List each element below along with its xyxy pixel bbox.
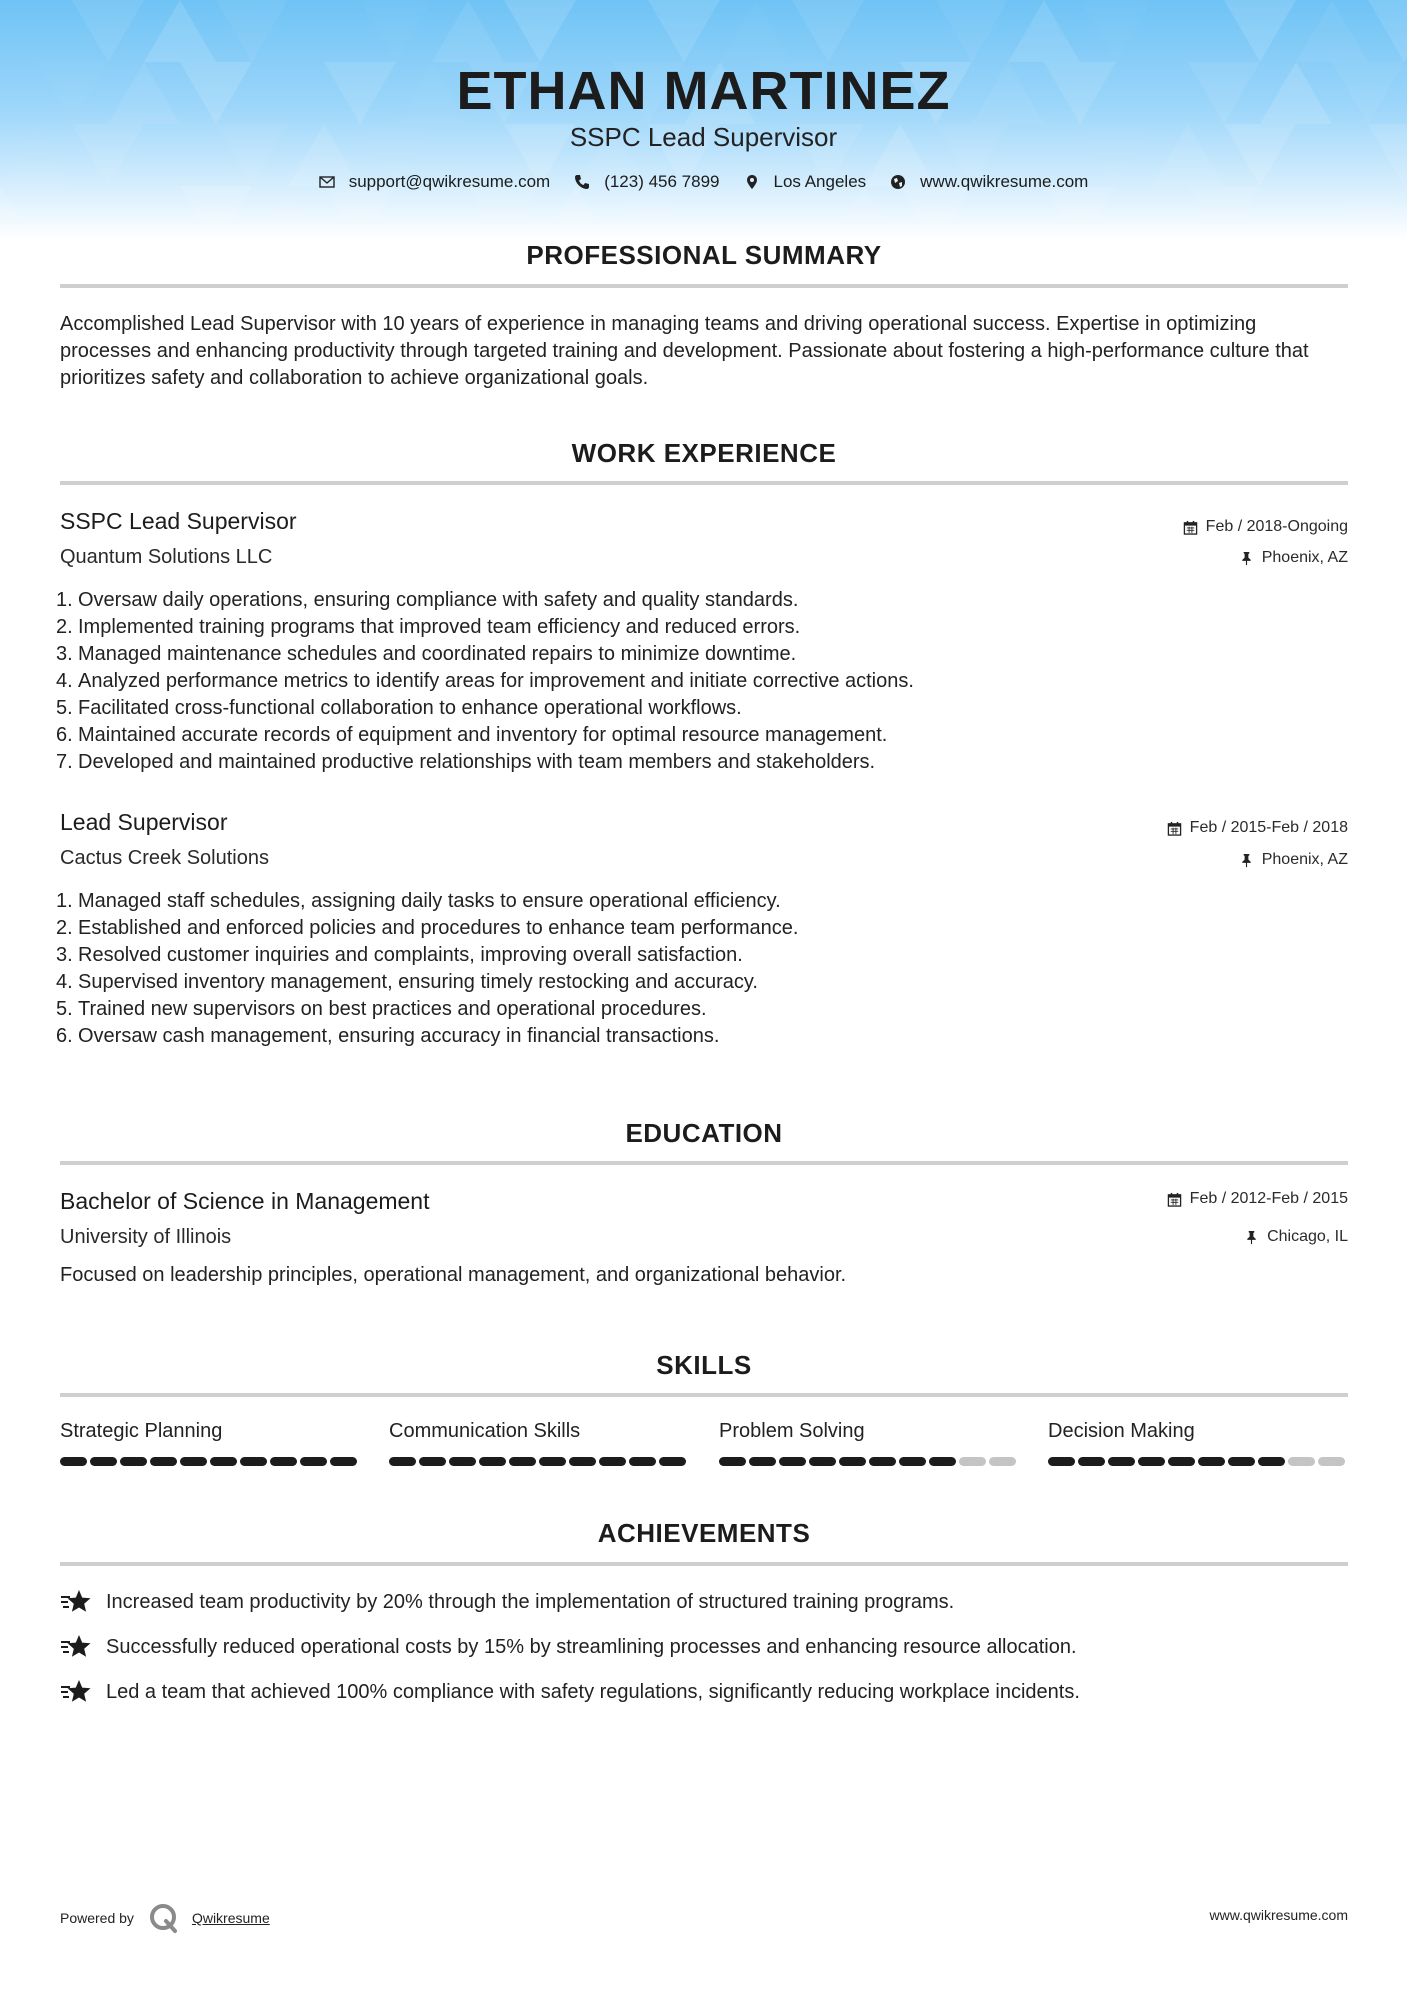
skill-name: Strategic Planning	[60, 1420, 223, 1442]
job-responsibilities	[56, 587, 1346, 776]
header-pattern-shape	[1008, 0, 1080, 62]
candidate-title: SSPC Lead Supervisor	[569, 122, 838, 152]
skill-segment-filled	[1258, 1457, 1285, 1466]
skill-segment-filled	[150, 1457, 177, 1466]
header-pattern-shape	[720, 0, 792, 62]
job-dates	[1167, 819, 1348, 837]
summary-text: Accomplished Lead Supervisor with 10 years of experience in managing teams and driving operational success. Expertise in optimizing processes and enhancing productivity through targeted training and development. Passionate about fostering a high-performance culture that prioritizes safety and collaboration to achieve organizational goals.	[60, 313, 1309, 389]
list-item: 5. Facilitated cross-functional collaboration to enhance operational workflows.	[56, 697, 742, 719]
header-pattern-shape	[612, 186, 684, 240]
header-pattern-shape	[36, 186, 108, 240]
skill-segment-empty	[1318, 1457, 1345, 1466]
list-item: 4. Supervised inventory management, ensuring timely restocking and accuracy.	[56, 971, 758, 993]
contact-website-text: www.qwikresume.com	[920, 172, 1089, 191]
calendar-icon	[1183, 520, 1198, 535]
header-pattern-shape	[324, 186, 396, 240]
list-item: 3. Resolved customer inquiries and complaints, improving overall satisfaction.	[56, 944, 743, 966]
skill-segment-empty	[989, 1457, 1016, 1466]
header-pattern-shape	[828, 186, 900, 240]
skill-name: Communication Skills	[389, 1420, 581, 1442]
skill-segment-filled	[240, 1457, 267, 1466]
education-location	[1244, 1228, 1348, 1246]
education-dates-text: Feb / 2012-Feb / 2015	[1189, 1190, 1348, 1207]
star-icon	[60, 1588, 92, 1616]
section-divider	[60, 1161, 1348, 1165]
skill-segment-filled	[1138, 1457, 1165, 1466]
job-dates-text: Feb / 2018-Ongoing	[1205, 518, 1348, 535]
section-title-experience: WORK EXPERIENCE	[571, 438, 837, 468]
achievement-item	[60, 1678, 1080, 1706]
header-pattern-shape	[756, 186, 828, 240]
skill-segment-filled	[839, 1457, 866, 1466]
header-pattern-shape	[1116, 186, 1188, 240]
header-pattern-shape	[1188, 186, 1260, 240]
section-title-education: EDUCATION	[625, 1118, 783, 1148]
section-divider	[60, 1562, 1348, 1566]
skill-segment-filled	[300, 1457, 327, 1466]
header-pattern-shape	[1044, 186, 1116, 240]
achievement-text: Successfully reduced operational costs by 15% by streamlining processes and enhancing resource allocation.	[106, 1635, 1077, 1658]
skill-level-bar	[1048, 1457, 1348, 1466]
skill-segment-filled	[929, 1457, 956, 1466]
header-pattern-shape	[1332, 186, 1404, 240]
achievement-item	[60, 1588, 954, 1616]
skill-name: Problem Solving	[719, 1420, 865, 1442]
skill-segment-filled	[719, 1457, 746, 1466]
skill-segment-filled	[659, 1457, 686, 1466]
section-divider	[60, 284, 1348, 288]
header-pattern-shape	[360, 0, 432, 62]
section-title-summary: PROFESSIONAL SUMMARY	[526, 240, 882, 270]
section-title-skills: SKILLS	[656, 1350, 752, 1380]
job-title: Lead Supervisor	[60, 809, 228, 835]
skill-segment-filled	[1198, 1457, 1225, 1466]
skill-segment-filled	[629, 1457, 656, 1466]
skill-segment-filled	[749, 1457, 776, 1466]
degree-title: Bachelor of Science in Management	[60, 1188, 430, 1214]
calendar-icon	[1167, 821, 1182, 836]
footer-powered-by	[60, 1902, 270, 1934]
achievement-text: Led a team that achieved 100% compliance with safety regulations, significantly reducing workplace incidents.	[106, 1680, 1080, 1703]
job-location-text: Phoenix, AZ	[1261, 851, 1348, 868]
skill-segment-filled	[449, 1457, 476, 1466]
list-item: 2. Implemented training programs that improved team efficiency and reduced errors.	[56, 616, 801, 638]
skill-level-bar	[719, 1457, 1019, 1466]
skill-segment-filled	[90, 1457, 117, 1466]
header-pattern-shape	[648, 0, 720, 62]
school-name: University of Illinois	[60, 1226, 232, 1248]
company-name: Cactus Creek Solutions	[60, 847, 269, 869]
skill-segment-filled	[330, 1457, 357, 1466]
contact-email[interactable]	[319, 172, 551, 192]
star-icon	[60, 1633, 92, 1661]
candidate-name: ETHAN MARTINEZ	[456, 61, 951, 121]
powered-by-label: Powered by	[60, 1910, 134, 1926]
job-responsibilities	[56, 888, 1346, 1050]
skill-segment-filled	[599, 1457, 626, 1466]
job-title: SSPC Lead Supervisor	[60, 508, 297, 534]
header-pattern-shape	[1080, 0, 1152, 62]
section-divider	[60, 1393, 1348, 1397]
skill-segment-filled	[1078, 1457, 1105, 1466]
skill-segment-filled	[180, 1457, 207, 1466]
skill-segment-filled	[809, 1457, 836, 1466]
education-location-text: Chicago, IL	[1267, 1228, 1348, 1245]
job-location-text: Phoenix, AZ	[1261, 549, 1348, 566]
header-pattern-shape	[1224, 0, 1296, 62]
skill-segment-filled	[120, 1457, 147, 1466]
skill-segment-filled	[479, 1457, 506, 1466]
skill-segment-filled	[419, 1457, 446, 1466]
skill-segment-filled	[869, 1457, 896, 1466]
skill-segment-filled	[1168, 1457, 1195, 1466]
header-pattern-shape	[432, 0, 504, 62]
header-pattern-shape	[504, 0, 576, 62]
header-pattern-shape	[252, 186, 324, 240]
skill-segment-empty	[959, 1457, 986, 1466]
achievement-text: Increased team productivity by 20% through the implementation of structured training programs.	[106, 1590, 955, 1613]
section-title-achievements: ACHIEVEMENTS	[597, 1518, 811, 1548]
header-pattern-shape	[216, 0, 288, 62]
list-item: 5. Trained new supervisors on best practices and operational procedures.	[56, 998, 707, 1020]
job-dates	[1183, 518, 1348, 536]
list-item: 3. Managed maintenance schedules and coordinated repairs to minimize downtime.	[56, 643, 797, 665]
contact-phone[interactable]	[574, 172, 719, 192]
brand-link[interactable]: Qwikresume	[191, 1910, 270, 1926]
skill-segment-filled	[539, 1457, 566, 1466]
skill-level-bar	[389, 1457, 689, 1466]
skill-item	[60, 1420, 360, 1466]
pushpin-icon	[1239, 551, 1254, 566]
skill-name: Decision Making	[1048, 1420, 1195, 1442]
header-banner	[0, 0, 1407, 240]
section-divider	[60, 481, 1348, 485]
header-pattern-shape	[72, 0, 144, 62]
contact-email-text: support@qwikresume.com	[348, 172, 551, 191]
skill-item	[1048, 1420, 1348, 1466]
skill-segment-filled	[1228, 1457, 1255, 1466]
education-description: Focused on leadership principles, operational management, and organizational behavior.	[60, 1264, 847, 1286]
contact-phone-text: (123) 456 7899	[604, 172, 720, 191]
list-item: 6. Oversaw cash management, ensuring accuracy in financial transactions.	[56, 1025, 720, 1047]
map-pin-icon	[744, 174, 760, 190]
header-pattern-shape	[936, 0, 1008, 62]
job-location	[1239, 549, 1348, 567]
contact-location-text: Los Angeles	[773, 172, 867, 191]
globe-icon	[890, 174, 906, 190]
skill-segment-filled	[210, 1457, 237, 1466]
skill-level-bar	[60, 1457, 360, 1466]
skill-segment-empty	[1288, 1457, 1315, 1466]
contact-website[interactable]	[890, 172, 1088, 192]
header-pattern-shape	[792, 0, 864, 62]
header-pattern-shape	[180, 186, 252, 240]
list-item: 7. Developed and maintained productive relationships with team members and stakeholders.	[56, 751, 876, 773]
list-item: 4. Analyzed performance metrics to identify areas for improvement and initiate corrective actions.	[56, 670, 914, 692]
skill-segment-filled	[270, 1457, 297, 1466]
skill-segment-filled	[389, 1457, 416, 1466]
skill-segment-filled	[1108, 1457, 1135, 1466]
header-pattern-shape	[900, 186, 972, 240]
phone-icon	[574, 174, 590, 190]
header-pattern-shape	[0, 186, 36, 240]
skill-segment-filled	[899, 1457, 926, 1466]
star-icon	[60, 1678, 92, 1706]
envelope-icon	[319, 174, 335, 190]
list-item: 1. Managed staff schedules, assigning daily tasks to ensure operational efficiency.	[56, 890, 781, 912]
header-pattern-shape	[468, 186, 540, 240]
education-dates	[1167, 1190, 1348, 1208]
job-location	[1239, 851, 1348, 869]
header-pattern-shape	[1296, 0, 1368, 62]
list-item: 6. Maintained accurate records of equipment and inventory for optimal resource management.	[56, 724, 888, 746]
pushpin-icon	[1239, 853, 1254, 868]
qwikresume-logo-icon	[148, 1902, 180, 1934]
footer-website[interactable]: www.qwikresume.com	[1209, 1907, 1348, 1923]
contact-location	[744, 172, 867, 192]
job-dates-text: Feb / 2015-Feb / 2018	[1189, 819, 1348, 836]
skill-segment-filled	[1048, 1457, 1075, 1466]
pushpin-icon	[1244, 1230, 1259, 1245]
achievement-item	[60, 1633, 1077, 1661]
skill-segment-filled	[60, 1457, 87, 1466]
contact-bar	[0, 172, 1407, 192]
list-item: 1. Oversaw daily operations, ensuring compliance with safety and quality standards.	[56, 589, 799, 611]
company-name: Quantum Solutions LLC	[60, 546, 273, 568]
skill-segment-filled	[569, 1457, 596, 1466]
header-pattern-shape	[540, 186, 612, 240]
skill-item	[389, 1420, 689, 1466]
calendar-icon	[1167, 1192, 1182, 1207]
skill-segment-filled	[509, 1457, 536, 1466]
skill-segment-filled	[779, 1457, 806, 1466]
header-pattern-shape	[144, 0, 216, 62]
header-pattern-shape	[1368, 0, 1407, 62]
skill-item	[719, 1420, 1019, 1466]
list-item: 2. Established and enforced policies and procedures to enhance team performance.	[56, 917, 799, 939]
